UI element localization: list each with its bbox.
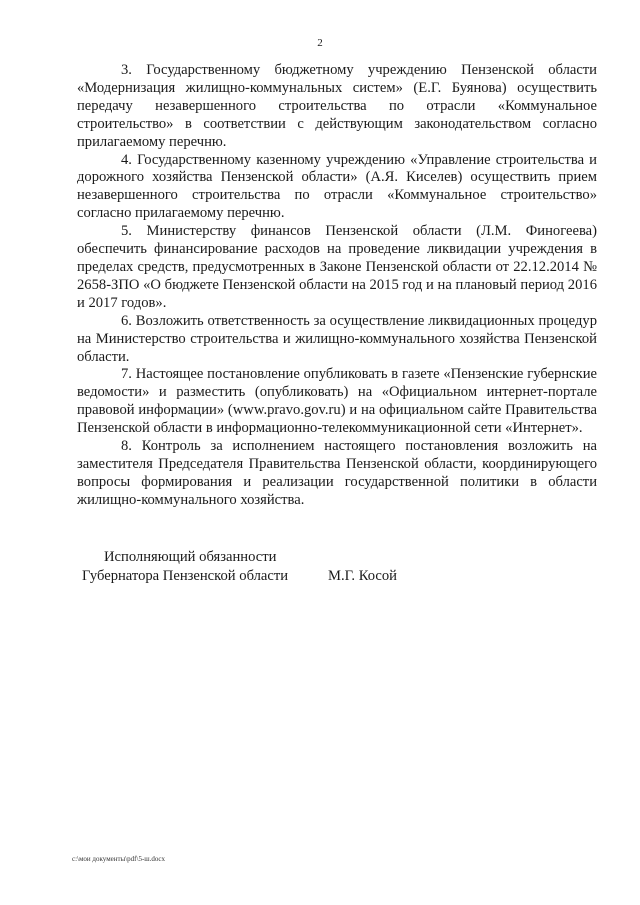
signatory-title-line-1: Исполняющий обязанности: [104, 549, 277, 565]
signatory-title-line-2: Губернатора Пензенской области: [82, 568, 289, 584]
signatory-name: М.Г. Косой: [328, 568, 397, 584]
document-body: [77, 62, 597, 510]
paragraph-5: 5. Министерству финансов Пензенской области (Л.М. Финогеева) обеспечить финансирование расходов на проведение ликвидации учреждения в пределах средств, предусмотренных в Законе Пензенской области от 22.12.2014 № 2658-ЗПО «О бюджете Пензенской области на 2015 год и на плановый период 2016 и 2017 годов».: [77, 223, 597, 311]
file-path-footer: c:\мои документы\pdf\5-ш.docx: [72, 855, 166, 863]
paragraph-6: 6. Возложить ответственность за осуществление ликвидационных процедур на Министерство строительства и жилищно-коммунального хозяйства Пензенской области.: [77, 312, 597, 365]
paragraph-7: 7. Настоящее постановление опубликовать в газете «Пензенские губернские ведомости» и разместить (опубликовать) на «Официальном интернет-портале правовой информации» (www.pravo.gov.ru) и на официальном сайте Правительства Пензенской области в информационно-телекоммуникационной сети «Интернет».: [77, 366, 597, 437]
page-number: 2: [317, 37, 323, 49]
paragraph-3: 3. Государственному бюджетному учреждению Пензенской области «Модернизация жилищно-коммунальных систем» (Е.Г. Буянова) осуществить передачу незавершенного строительства по отрасли «Коммунальное строительство» в соответствии с действующим законодательством согласно прилагаемому перечню.: [77, 62, 597, 150]
paragraph-8: 8. Контроль за исполнением настоящего постановления возложить на заместителя Председателя Правительства Пензенской области, координирующего вопросы формирования и реализации государственной политики в области жилищно-коммунального хозяйства.: [77, 438, 597, 508]
paragraph-4: 4. Государственному казенному учреждению «Управление строительства и дорожного хозяйства Пензенской области» (А.Я. Киселев) осуществить прием незавершенного строительства по отрасли «Коммунальное строительство» согласно прилагаемому перечню.: [77, 151, 597, 222]
